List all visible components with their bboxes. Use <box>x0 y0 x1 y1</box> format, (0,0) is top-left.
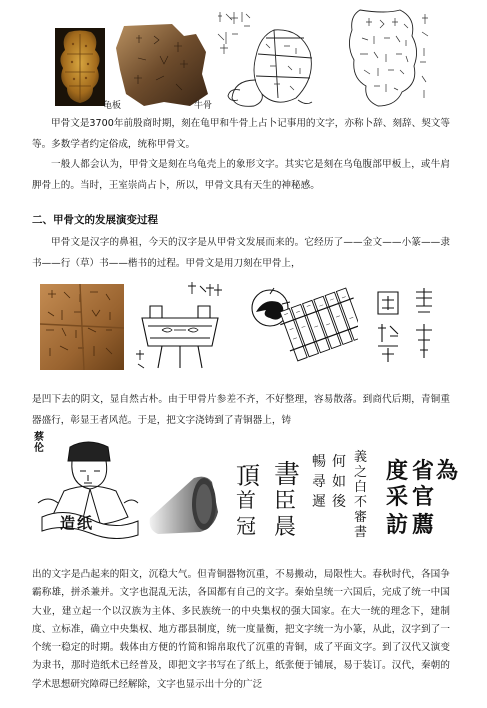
calli5-char-4: 省 <box>412 458 435 484</box>
calli3-char-1: 暢 <box>312 454 326 470</box>
calli3-col-2 <box>332 452 348 512</box>
calli4-col <box>354 450 380 540</box>
ox-bone-image <box>114 24 210 108</box>
calli4-char-2: 之 <box>354 465 368 480</box>
calli1-char-1: 頂 <box>236 462 260 490</box>
bamboo-slips-drawing <box>240 282 358 374</box>
calli5-char-3: 訪 <box>386 512 409 538</box>
paragraph-intro: 甲骨文是3700年前殷商时期，刻在龟甲和牛骨上占卜记事用的文字，亦称卜辞、刻辞、契文等等。多数学者约定俗成，统称甲骨文。 <box>32 118 450 150</box>
turtle-drawing-image <box>214 8 326 112</box>
cai-lun-banner-text: 造纸 <box>60 514 95 532</box>
calligraphy-sample-4 <box>352 450 382 542</box>
turtle-shell-caption: 龟板 <box>103 101 122 111</box>
calli5-char-6: 薦 <box>412 512 435 538</box>
calli5-char-5: 官 <box>412 484 435 510</box>
calligraphy-sample-1 <box>232 450 274 540</box>
calli3-char-3: 遲 <box>312 494 326 510</box>
ox-bone-caption: 牛骨 <box>194 101 213 111</box>
calli4-char-6: 書 <box>354 525 368 540</box>
calli3-char-4: 何 <box>332 454 346 470</box>
seal-script-image <box>372 286 446 370</box>
paper-roll-image <box>148 472 222 536</box>
calli5-char-1: 度 <box>386 458 409 484</box>
paragraph-misconception: 一般人都会认为，甲骨文是刻在乌龟壳上的象形文字。其实它是刻在乌龟腹部甲板上，或牛肩胛骨上的。当时，王室崇尚占卜，所以，甲骨文具有天生的神秘感。 <box>32 159 450 191</box>
calli1-char-2: 首 <box>236 488 256 512</box>
calli3-col-1 <box>312 452 328 512</box>
calli3-char-2: 尋 <box>312 474 326 490</box>
calli2-char-2: 臣 <box>274 489 297 514</box>
oracle-bone-photo <box>40 284 124 370</box>
calli5-char-7: 為 <box>436 458 459 484</box>
bone-drawing-image <box>330 8 434 112</box>
calli4-char-5: 審 <box>354 510 368 525</box>
calli3-char-6: 後 <box>332 494 346 510</box>
calli4-char-1: 義 <box>354 450 368 465</box>
turtle-shell-image <box>55 28 105 106</box>
bronze-vessel-drawing <box>132 280 228 372</box>
calligraphy-sample-2 <box>272 450 306 540</box>
paragraph-unification: 出的文字是凸起来的阳文，沉稳大气。但青铜器物沉重，不易搬动，局限性大。春秋时代，各国争霸称雄，拼杀兼并。文字也混乱无法，各国都有自己的文字。秦始皇统一六国后，完成了统一中国大业，建立起一个以汉族为主体、多民族统一的中央集权的强大国家。在大一统的理念下，建制度、立标准，确立中央集权、地方郡县制度，统一度量衡，把文字统一为小篆，从此，汉字到了一个统一稳定的时期。载体由方便的竹简和锦帛取代了沉重的青铜，成了平面文字。到了汉代又演变为隶书，那时造纸术已经普及，即把文字书写在了纸上，纸张便于铺展，易于装订。汉代，秦朝的学术思想研究障碍已经解除，文字也显示出十分的广泛 <box>32 569 450 690</box>
calligraphy-sample-5 <box>384 450 460 542</box>
calli4-char-4: 不 <box>354 495 368 510</box>
calligraphy-sample-3 <box>312 452 352 542</box>
calli2-char-3: 晨 <box>274 515 297 540</box>
paragraph-bronze: 是凹下去的阴文，显自然古朴。由于甲骨片参差不齐，不好整理，容易散落。到商代后期，青铜重器盛行，彰显王者风范。于是，把文字浇铸到了青铜器上，铸 <box>32 394 450 426</box>
calli3-char-5: 如 <box>332 474 346 490</box>
section-heading: 二、甲骨文的发展演变过程 <box>32 214 158 226</box>
calli2-char-1: 書 <box>274 460 301 490</box>
calli4-char-3: 白 <box>354 480 368 495</box>
paragraph-evolution: 甲骨文是汉字的鼻祖，今天的汉字是从甲骨文发展而来的。它经历了——金文——小篆——隶书——行（草）书——楷书的过程。甲骨文是用刀刻在甲骨上， <box>32 237 450 269</box>
calli1-char-3: 冠 <box>236 514 256 538</box>
calli5-char-2: 采 <box>386 484 409 510</box>
cai-lun-name: 蔡伦 <box>34 432 44 454</box>
